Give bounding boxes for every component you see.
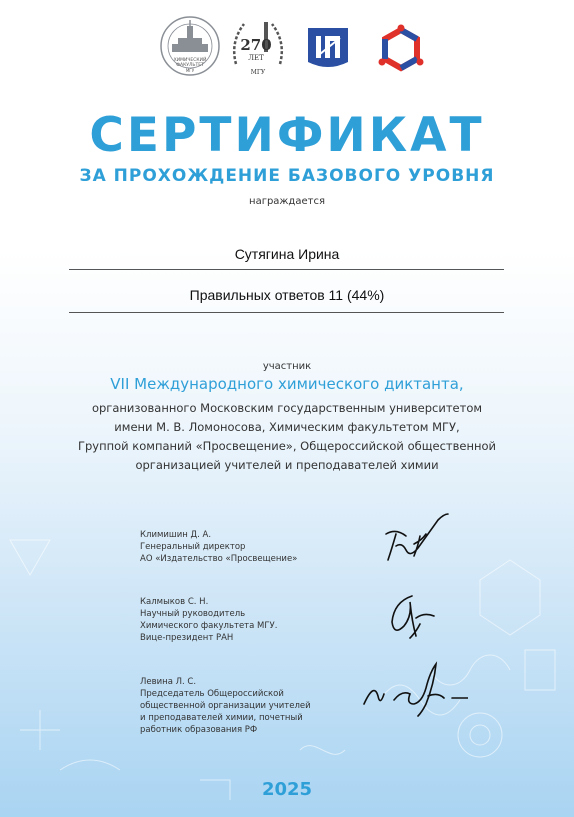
signatory-name: Калмыков С. Н. bbox=[140, 597, 209, 607]
signature-kalmykov bbox=[382, 590, 442, 646]
signatory-klimishin bbox=[140, 529, 370, 565]
event-title: VII Международного химического диктанта, bbox=[110, 375, 464, 393]
logo2-msu: МГУ bbox=[250, 69, 266, 76]
recipient-name: Сутягина Ирина bbox=[234, 246, 340, 262]
name-underline bbox=[69, 269, 504, 270]
logo1-line2: ФАКУЛЬТЕТ bbox=[176, 63, 204, 68]
event-description bbox=[60, 399, 514, 475]
logo2-years: ЛЕТ bbox=[248, 54, 264, 62]
signatory-name: Левина Л. С. bbox=[140, 677, 197, 687]
description-line: Группой компаний «Просвещение», Общероссийской общественной bbox=[77, 439, 497, 453]
awarded-label: награждается bbox=[249, 196, 325, 207]
logo1-line1: ХИМИЧЕСКИЙ bbox=[173, 58, 207, 63]
partner-logos bbox=[0, 14, 574, 84]
description-line: имени М. В. Ломоносова, Химическим факультетом МГУ, bbox=[114, 420, 460, 434]
signatory-position: Вице-президент РАН bbox=[140, 633, 234, 643]
signature-klimishin bbox=[380, 512, 472, 564]
certificate-title: СЕРТИФИКАТ bbox=[89, 108, 485, 163]
signatory-levina bbox=[140, 676, 370, 736]
signatory-name: Климишин Д. А. bbox=[140, 530, 212, 540]
signatory-position: Генеральный директор bbox=[140, 542, 246, 552]
chemistry-faculty-logo bbox=[158, 14, 222, 78]
answers-underline bbox=[69, 312, 504, 313]
signatory-position: АО «Издательство «Просвещение» bbox=[140, 554, 298, 564]
participant-label: участник bbox=[262, 361, 312, 372]
signatory-position: Химического факультета МГУ. bbox=[140, 621, 278, 631]
signatory-position: Председатель Общероссийской bbox=[140, 689, 284, 699]
certificate-subtitle: ЗА ПРОХОЖДЕНИЕ БАЗОВОГО УРОВНЯ bbox=[79, 166, 495, 186]
certificate-year: 2025 bbox=[261, 779, 313, 800]
signature-levina bbox=[358, 660, 468, 720]
signatory-position: Научный руководитель bbox=[140, 609, 246, 619]
logo1-line3: МГУ bbox=[185, 68, 195, 73]
msu-270-years-logo bbox=[228, 14, 288, 78]
description-line: организацией учителей и преподавателей химии bbox=[135, 458, 439, 472]
logo2-number: 270 bbox=[240, 36, 272, 54]
signatory-position: работник образования РФ bbox=[140, 725, 258, 735]
signatory-kalmykov bbox=[140, 596, 370, 644]
signatory-position: общественной организации учителей bbox=[140, 701, 311, 711]
correct-answers: Правильных ответов 11 (44%) bbox=[189, 287, 385, 303]
signatory-position: и преподавателей химии, почетный bbox=[140, 713, 303, 723]
prosveshchenie-logo bbox=[306, 24, 350, 70]
description-line: организованного Московским государственным университетом bbox=[91, 401, 483, 415]
teachers-organization-logo bbox=[374, 22, 428, 76]
